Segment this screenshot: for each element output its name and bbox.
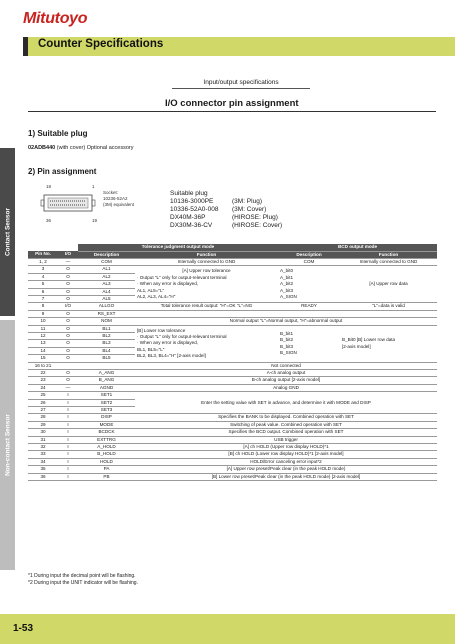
side-tab-contact-sensor[interactable]: Contact Sensor xyxy=(0,148,15,316)
page-number: 1-53 xyxy=(13,623,34,634)
table-row: 30 I BCDCK Specifies the BCD output. Combined operation with SET xyxy=(28,429,437,436)
table-group-header xyxy=(28,244,437,251)
table-row: 7 O AL5 xyxy=(28,295,437,302)
table-row: 31 I EXTTRG USB trigger xyxy=(28,436,437,443)
block-a-bcd-desc: A_bit0 A_bit1 A_bit2 A_bit3 A_SIGN xyxy=(278,266,340,303)
table-row: 26 I SET2 xyxy=(28,399,437,406)
footnote-2: *2 During input the UNIT indicator will be flashing. xyxy=(28,580,138,586)
io-spec-label: Input/output specifications xyxy=(172,77,310,89)
table-row: 35 I PA [A] Upper row preset/Peak clear (in the peak HOLD mode) xyxy=(28,466,437,473)
table-row: 24 — AGND Analog GND xyxy=(28,384,437,391)
block-b-function: [B] Lower row tolerance · Output "L" only for output-relevant terminal · When any error is displayed, BL1, BL5="L" BL2, BL3, BL4="H" [2-axis model] xyxy=(135,325,278,362)
block-b-bcd-desc: B_bit1 B_bit2 B_bit3 B_SIGN xyxy=(278,325,340,362)
table-row: 32 I A_HOLD [A] ch HOLD (Upper row display HOLD)*1 xyxy=(28,444,437,451)
group-header-tolerance: Tolerance judgment output mode xyxy=(78,244,278,251)
table-row: 34 I HOLD HOLD/Error canceling error input*2 xyxy=(28,458,437,465)
table-row: 36 I PB [B] Lower row preset/Peak clear (in the peak HOLD mode) [2-axis model] xyxy=(28,473,437,480)
table-row: 27 I SET3 xyxy=(28,407,437,414)
plug-list-row: 10136-3000PE (3M: Plug) xyxy=(170,198,262,205)
pin-assignment-table xyxy=(28,244,437,481)
table-header xyxy=(28,251,437,258)
socket-info: Socket: 10236-52A2 (3M) equivalent xyxy=(103,190,135,207)
connector-socket-drawing xyxy=(38,186,98,222)
plug-list-row: 10336-52A0-008 (3M: Cover) xyxy=(170,206,267,213)
table-row: 28 I DISP Specifies the BANK to be displayed. Combined operation with SET xyxy=(28,414,437,421)
plug-list-row: DX40M-36P (HIROSE: Plug) xyxy=(170,214,278,221)
plug-list-row: DX30M-36-CV (HIROSE: Cover) xyxy=(170,222,283,229)
heading-divider xyxy=(28,111,436,112)
side-tab-non-contact-sensor[interactable]: Non-contact Sensor xyxy=(0,320,15,570)
table-row: 1, 2 — COM Internally connected to GND COM Internally connected to GND xyxy=(28,258,437,265)
table-row: 11 O BL1 [B] Lower row tolerance · Output "L" only for output-relevant terminal · When any error is displayed, BL1, BL5="L" BL2, BL3, BL4="H" [2-axis model] B_bit1 B_bit2 B_bit3 B_SIGN B_Bit0 [B] Lower row data [2-axis model] xyxy=(28,325,437,332)
table-row: 33 I B_HOLD [B] ch HOLD (Lower row display HOLD)*1 [2-axis model] xyxy=(28,451,437,458)
block-b-bcd-func: B_Bit0 [B] Lower row data [2-axis model] xyxy=(340,325,437,362)
page-title-bar xyxy=(23,37,455,56)
table-row: 3 O AL1 [A] Upper row tolerance · Output "L" only for output-relevant terminal · When any error is displayed, AL1, AL5="L" AL2, AL3, AL4="H" A_bit0 A_bit1 A_bit2 A_bit3 A_SIGN [A] Upper row data xyxy=(28,266,437,273)
block-a-function: [A] Upper row tolerance · Output "L" only for output-relevant terminal · When any error is displayed, AL1, AL5="L" AL2, AL3, AL4="H" xyxy=(135,266,278,303)
plug-list-row: Suitable plug xyxy=(170,190,208,197)
table-row: 14 O BL4 xyxy=(28,347,437,354)
table-row: 22 O A_ANG A-ch analog output xyxy=(28,370,437,377)
plug-desc: (with cover) Optional accessory xyxy=(55,145,134,151)
header-bcd-desc: Description xyxy=(278,251,340,258)
suitable-plug-heading: 1) Suitable plug xyxy=(28,129,88,138)
table-row: 25 I SET1 Enter the setting value with SET in advance, and determine it with MODE and DISP xyxy=(28,392,437,399)
header-func: Function xyxy=(135,251,278,258)
table-row: 13 O BL3 xyxy=(28,340,437,347)
set-function: Enter the setting value with SET in advance, and determine it with MODE and DISP xyxy=(135,392,437,414)
mitutoyo-logo: Mitutoyo xyxy=(23,10,88,27)
connector-pin-19: 19 xyxy=(92,218,98,223)
group-header-bcd: BCD output mode xyxy=(278,244,437,251)
table-row: 4 O AL2 xyxy=(28,273,437,280)
header-bcd-func: Function xyxy=(340,251,437,258)
table-row: 16 to 21 Not connected xyxy=(28,362,437,369)
table-row: 10 O NOM Normal output "L"=Normal output, "H"=abnormal output xyxy=(28,318,437,325)
pin-assignment-heading: 2) Pin assignment xyxy=(28,167,97,176)
plug-model: 02ADB440 xyxy=(28,145,56,151)
table-row: 12 O BL2 xyxy=(28,332,437,339)
header-pin: Pin No. xyxy=(28,251,58,258)
table-row: 23 O B_ANG B-ch analog output [2-axis model] xyxy=(28,377,437,384)
table-row: 8 I/O ALLGO Total tolerance result output: "H"=OK "L"=NG READY "L"=data is valid xyxy=(28,303,437,310)
table-row: 9 O RS_EXT xyxy=(28,310,437,317)
table-row: 6 O AL4 xyxy=(28,288,437,295)
suitable-plug-text xyxy=(28,145,133,151)
table-row: 15 O BL5 xyxy=(28,355,437,362)
table-row: 29 I MODE Switching of peak value. Combined operation with SET xyxy=(28,421,437,428)
header-desc: Description xyxy=(78,251,135,258)
footnote-1: *1 During input the decimal point will be flashing. xyxy=(28,573,136,579)
header-io: I/O xyxy=(58,251,78,258)
connector-pin-1: 1 xyxy=(92,184,95,189)
section-heading: I/O connector pin assignment xyxy=(165,98,299,109)
suitable-plug-list xyxy=(170,190,282,230)
page-footer xyxy=(0,614,455,644)
table-row: 5 O AL3 xyxy=(28,281,437,288)
connector-diagram xyxy=(38,186,98,227)
connector-pin-36: 36 xyxy=(46,218,52,223)
page-title: Counter Specifications xyxy=(38,38,164,50)
footnotes xyxy=(28,573,138,587)
connector-pin-18: 18 xyxy=(46,184,52,189)
block-a-bcd-func: [A] Upper row data xyxy=(340,266,437,303)
